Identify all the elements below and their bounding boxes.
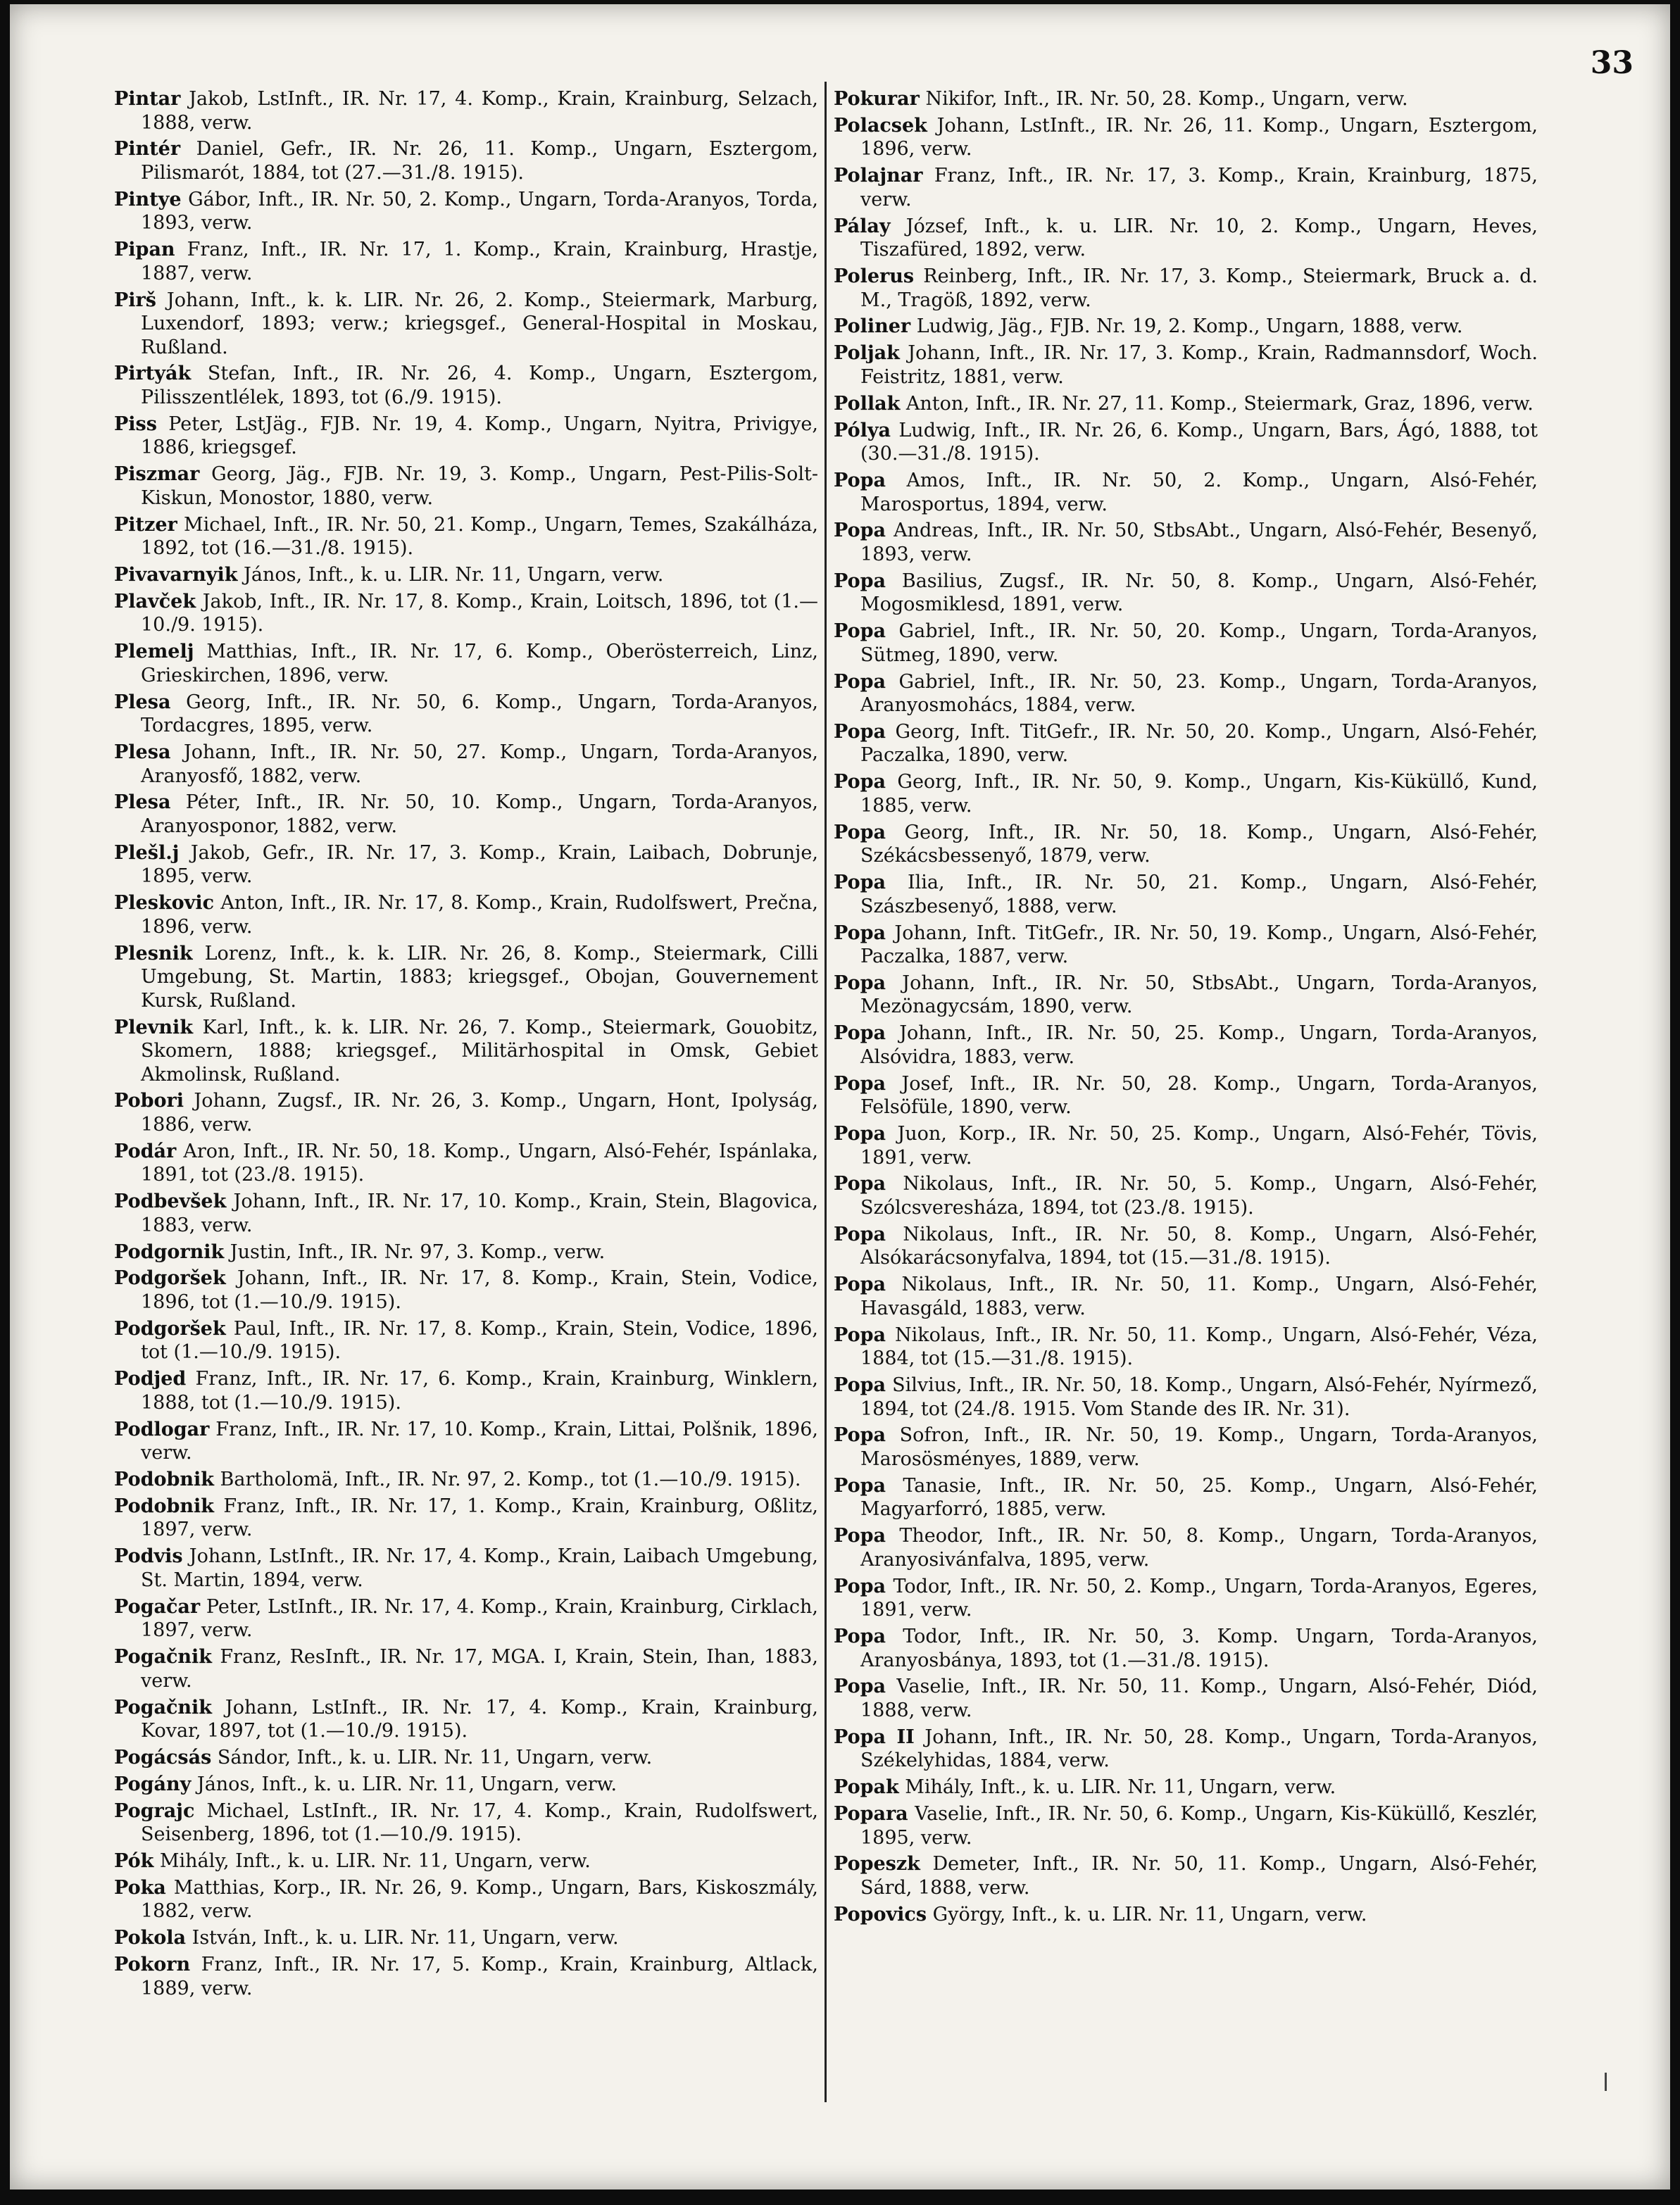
entry-details: Bartholomä, Inft., IR. Nr. 97, 2. Komp., tot (1.—10./9. 1915). <box>220 1469 801 1491</box>
entry-surname: Plavček <box>114 590 196 612</box>
list-entry <box>834 1273 1538 1320</box>
entry-surname: Popa <box>834 922 886 944</box>
entry-details: Gábor, Inft., IR. Nr. 50, 2. Komp., Ungarn, Torda-Aranyos, Torda, 1893, verw. <box>141 188 818 234</box>
entry-surname: Pirtyák <box>114 363 192 385</box>
entry-details: Tanasie, Inft., IR. Nr. 50, 25. Komp., Ungarn, Alsó-Fehér, Magyarforró, 1885, verw. <box>860 1474 1538 1521</box>
entry-surname: Popa <box>834 670 886 693</box>
list-entry <box>114 1267 818 1314</box>
list-entry <box>834 469 1538 516</box>
entry-surname: Plesa <box>114 741 171 764</box>
entry-surname: Popa <box>834 972 886 994</box>
entry-surname: Podlogar <box>114 1418 210 1440</box>
list-entry <box>834 392 1538 416</box>
list-entry <box>114 640 818 687</box>
entry-details: Johann, LstInft., IR. Nr. 26, 11. Komp., Ungarn, Esztergom, 1896, verw. <box>860 114 1538 161</box>
list-entry <box>114 463 818 510</box>
list-entry <box>114 1240 818 1264</box>
entry-surname: Popara <box>834 1803 908 1826</box>
list-entry <box>834 720 1538 767</box>
list-entry <box>834 1726 1538 1773</box>
entry-details: Johann, Inft., IR. Nr. 17, 3. Komp., Krain, Radmannsdorf, Woch. Feistritz, 1881, verw. <box>860 342 1538 388</box>
list-entry <box>834 519 1538 566</box>
entry-details: Gabriel, Inft., IR. Nr. 50, 23. Komp., Ungarn, Torda-Aranyos, Aranyosmohács, 1884, verw. <box>860 670 1538 717</box>
entry-details: Matthias, Korp., IR. Nr. 26, 9. Komp., Ungarn, Bars, Kiskoszmály, 1882, verw. <box>141 1876 818 1923</box>
entry-details: Josef, Inft., IR. Nr. 50, 28. Komp., Ungarn, Torda-Aranyos, Felsöfüle, 1890, verw. <box>860 1072 1538 1119</box>
entry-details: Nikolaus, Inft., IR. Nr. 50, 11. Komp., Ungarn, Alsó-Fehér, Véza, 1884, tot (15.—31./8. 1915). <box>860 1324 1538 1370</box>
entry-details: Johann, Inft., IR. Nr. 17, 8. Komp., Krain, Stein, Vodice, 1896, tot (1.—10./9. 1915). <box>141 1267 818 1313</box>
entry-details: Todor, Inft., IR. Nr. 50, 3. Komp. Ungarn, Torda-Aranyos, Aranyosbánya, 1893, tot (1.—31./8. 1915). <box>860 1626 1538 1671</box>
list-entry <box>834 1776 1538 1799</box>
entry-surname: Popa <box>834 620 886 643</box>
entry-details: Peter, LstInft., IR. Nr. 17, 4. Komp., Krain, Krainburg, Cirklach, 1897, verw. <box>141 1595 818 1642</box>
entry-details: Franz, ResInft., IR. Nr. 17, MGA. I, Krain, Stein, Ihan, 1883, verw. <box>141 1646 818 1692</box>
list-entry <box>114 137 818 184</box>
entry-surname: Popa <box>834 470 886 492</box>
entry-details: Todor, Inft., IR. Nr. 50, 2. Komp., Ungarn, Torda-Aranyos, Egeres, 1891, verw. <box>860 1575 1538 1621</box>
list-entry <box>114 563 818 587</box>
list-entry <box>834 164 1538 211</box>
list-entry <box>834 770 1538 817</box>
entry-details: Aron, Inft., IR. Nr. 50, 18. Komp., Ungarn, Alsó-Fehér, Ispánlaka, 1891, tot (23./8. 1915). <box>141 1140 818 1186</box>
entry-surname: Pogány <box>114 1773 192 1795</box>
entry-surname: Popa <box>834 1274 886 1296</box>
list-entry <box>114 1468 818 1492</box>
entry-details: Vaselie, Inft., IR. Nr. 50, 11. Komp., Ungarn, Alsó-Fehér, Diód, 1888, verw. <box>860 1676 1538 1721</box>
list-entry <box>834 620 1538 667</box>
entry-details: Gabriel, Inft., IR. Nr. 50, 20. Komp., Ungarn, Torda-Aranyos, Sütmeg, 1890, verw. <box>860 620 1538 666</box>
column-divider <box>825 82 827 2102</box>
entry-surname: Popa <box>834 1525 886 1547</box>
list-entry <box>834 570 1538 617</box>
list-entry <box>114 1545 818 1592</box>
list-entry <box>834 871 1538 918</box>
entry-surname: Poliner <box>834 315 911 338</box>
list-entry <box>834 972 1538 1019</box>
list-entry <box>114 1849 818 1873</box>
entry-surname: Popa <box>834 720 886 743</box>
entry-details: Franz, Inft., IR. Nr. 17, 1. Komp., Krain, Krainburg, Oßlitz, 1897, verw. <box>141 1495 818 1541</box>
entry-details: Georg, Inft., IR. Nr. 50, 6. Komp., Ungarn, Torda-Aranyos, Tordacgres, 1895, verw. <box>141 691 819 737</box>
entry-surname: Pogačnik <box>114 1696 212 1719</box>
list-entry <box>834 1903 1538 1927</box>
document-page <box>10 4 1670 2190</box>
list-entry <box>114 1016 818 1087</box>
entry-surname: Pograjc <box>114 1799 195 1822</box>
entry-details: Sofron, Inft., IR. Nr. 50, 19. Komp., Ungarn, Torda-Aranyos, Marosösményes, 1889, verw. <box>860 1424 1538 1470</box>
entry-details: Stefan, Inft., IR. Nr. 26, 4. Komp., Ungarn, Esztergom, Pilisszentlélek, 1893, tot (6./9. 1915). <box>141 363 818 408</box>
entry-details: József, Inft., k. u. LIR. Nr. 10, 2. Komp., Ungarn, Heves, Tiszafüred, 1892, verw. <box>860 215 1538 261</box>
entry-details: Andreas, Inft., IR. Nr. 50, StbsAbt., Ungarn, Alsó-Fehér, Besenyő, 1893, verw. <box>860 520 1538 565</box>
entry-details: Franz, Inft., IR. Nr. 17, 5. Komp., Krain, Krainburg, Altlack, 1889, verw. <box>141 1954 818 1999</box>
entry-surname: Popa <box>834 1424 886 1447</box>
right-column <box>834 87 1538 1930</box>
entry-surname: Popa <box>834 1123 886 1145</box>
entry-details: Silvius, Inft., IR. Nr. 50, 18. Komp., Ungarn, Alsó-Fehér, Nyírmező, 1894, tot (24./8. 1915. Vom Stande des IR. Nr. 31). <box>860 1374 1538 1420</box>
list-entry <box>114 1876 818 1923</box>
entry-details: Franz, Inft., IR. Nr. 17, 6. Komp., Krain, Krainburg, Winklern, 1888, tot (1.—10./9. 1915). <box>141 1368 818 1414</box>
entry-details: Georg, Inft., IR. Nr. 50, 18. Komp., Ungarn, Alsó-Fehér, Székácsbessenyő, 1879, verw. <box>860 821 1538 867</box>
entry-surname: Popa <box>834 1626 886 1647</box>
entry-details: Justin, Inft., IR. Nr. 97, 3. Komp., verw. <box>230 1240 606 1263</box>
entry-details: István, Inft., k. u. LIR. Nr. 11, Ungarn, verw. <box>192 1927 619 1949</box>
list-entry <box>114 1140 818 1187</box>
list-entry <box>114 1773 818 1797</box>
list-entry <box>114 1645 818 1692</box>
entry-surname: Plesnik <box>114 942 193 965</box>
entry-details: János, Inft., k. u. LIR. Nr. 11, Ungarn, verw. <box>244 564 664 586</box>
entry-surname: Plevnik <box>114 1016 194 1038</box>
entry-details: Anton, Inft., IR. Nr. 17, 8. Komp., Krain, Rudolfswert, Prečna, 1896, verw. <box>141 892 818 938</box>
entry-surname: Popa <box>834 872 886 894</box>
entry-surname: Pokorn <box>114 1954 191 1976</box>
entry-surname: Poka <box>114 1876 166 1899</box>
entry-surname: Popovics <box>834 1903 927 1926</box>
entry-details: Johann, Inft., IR. Nr. 17, 10. Komp., Krain, Stein, Blagovica, 1883, verw. <box>141 1191 818 1236</box>
list-entry <box>834 1625 1538 1672</box>
entry-details: György, Inft., k. u. LIR. Nr. 11, Ungarn, verw. <box>932 1903 1367 1926</box>
entry-surname: Poljak <box>834 342 900 365</box>
entry-surname: Podobnik <box>114 1495 214 1517</box>
entry-surname: Pogácsás <box>114 1746 212 1769</box>
list-entry <box>114 1926 818 1950</box>
entry-details: Johann, Inft., IR. Nr. 50, 28. Komp., Ungarn, Torda-Aranyos, Székelyhidas, 1884, verw. <box>860 1726 1538 1772</box>
entry-surname: Polacsek <box>834 114 927 137</box>
list-entry <box>114 741 818 788</box>
list-entry <box>114 1495 818 1542</box>
entry-surname: Popa <box>834 771 886 793</box>
entry-surname: Popa <box>834 1173 886 1195</box>
entry-details: Johann, Zugsf., IR. Nr. 26, 3. Komp., Ungarn, Hont, Ipolyság, 1886, verw. <box>141 1090 818 1136</box>
list-entry <box>114 188 818 235</box>
list-entry <box>834 419 1538 466</box>
entry-surname: Polajnar <box>834 165 923 187</box>
list-entry <box>834 87 1538 111</box>
entry-surname: Popa II <box>834 1726 915 1748</box>
entry-details: Franz, Inft., IR. Nr. 17, 3. Komp., Krain, Krainburg, 1875, verw. <box>860 165 1538 211</box>
entry-details: Demeter, Inft., IR. Nr. 50, 11. Komp., Ungarn, Alsó-Fehér, Sárd, 1888, verw. <box>860 1853 1538 1899</box>
entry-details: Johann, Inft., IR. Nr. 50, 25. Komp., Ungarn, Torda-Aranyos, Alsóvidra, 1883, verw. <box>860 1022 1538 1068</box>
entry-details: Ilia, Inft., IR. Nr. 50, 21. Komp., Ungarn, Alsó-Fehér, Szászbesenyő, 1888, verw. <box>860 872 1538 917</box>
entry-surname: Pintér <box>114 138 181 161</box>
list-entry <box>114 1418 818 1465</box>
list-entry <box>114 413 818 460</box>
list-entry <box>114 1595 818 1642</box>
entry-surname: Pollak <box>834 392 901 415</box>
entry-surname: Pipan <box>114 239 175 261</box>
list-entry <box>114 1953 818 2000</box>
entry-surname: Pleskovic <box>114 892 215 915</box>
list-entry <box>114 841 818 888</box>
entry-details: Michael, LstInft., IR. Nr. 17, 4. Komp., Krain, Rudolfswert, Seisenberg, 1896, tot (1.—10./9. 1915). <box>141 1799 818 1846</box>
list-entry <box>834 1172 1538 1219</box>
list-entry <box>834 1852 1538 1899</box>
entry-details: Juon, Korp., IR. Nr. 50, 25. Komp., Ungarn, Alsó-Fehér, Tövis, 1891, verw. <box>860 1123 1538 1169</box>
entry-details: Nikolaus, Inft., IR. Nr. 50, 5. Komp., Ungarn, Alsó-Fehér, Szólcsveresháza, 1894, tot (23./8. 1915). <box>860 1173 1538 1219</box>
entry-surname: Popa <box>834 821 886 843</box>
entry-surname: Pobori <box>114 1090 184 1112</box>
list-entry <box>834 114 1538 161</box>
entry-details: Georg, Inft. TitGefr., IR. Nr. 50, 20. Komp., Ungarn, Alsó-Fehér, Paczalka, 1890, verw. <box>860 720 1538 767</box>
list-entry <box>834 1223 1538 1270</box>
list-entry <box>834 922 1538 969</box>
entry-details: Johann, LstInft., IR. Nr. 17, 4. Komp., Krain, Krainburg, Kovar, 1897, tot (1.—10./9. 1915). <box>141 1696 819 1742</box>
list-entry <box>114 691 818 738</box>
list-entry <box>834 1424 1538 1471</box>
entry-surname: Podár <box>114 1140 177 1162</box>
entry-surname: Pólya <box>834 419 891 441</box>
entry-surname: Pintye <box>114 188 182 211</box>
entry-details: Theodor, Inft., IR. Nr. 50, 8. Komp., Ungarn, Torda-Aranyos, Aranyosivánfalva, 1895, verw. <box>860 1525 1538 1571</box>
entry-details: Peter, LstJäg., FJB. Nr. 19, 4. Komp., Ungarn, Nyitra, Privigye, 1886, kriegsgef. <box>141 413 818 459</box>
entry-details: János, Inft., k. u. LIR. Nr. 11, Ungarn, verw. <box>196 1773 618 1795</box>
entry-surname: Popa <box>834 1474 886 1497</box>
entry-details: Nikifor, Inft., IR. Nr. 50, 28. Komp., Ungarn, verw. <box>925 88 1408 110</box>
entry-surname: Podgornik <box>114 1240 225 1263</box>
entry-details: Mihály, Inft., k. u. LIR. Nr. 11, Ungarn, verw. <box>905 1776 1336 1799</box>
list-entry <box>834 670 1538 717</box>
entry-details: Nikolaus, Inft., IR. Nr. 50, 8. Komp., Ungarn, Alsó-Fehér, Alsókarácsonyfalva, 1894, tot (15.—31./8. 1915). <box>860 1223 1538 1269</box>
entry-surname: Popa <box>834 1223 886 1245</box>
entry-details: Georg, Inft., IR. Nr. 50, 9. Komp., Ungarn, Kis-Küküllő, Kund, 1885, verw. <box>860 771 1538 817</box>
list-entry <box>114 891 818 938</box>
entry-surname: Popeszk <box>834 1853 920 1876</box>
entry-details: Jakob, LstInft., IR. Nr. 17, 4. Komp., Krain, Krainburg, Selzach, 1888, verw. <box>141 88 818 134</box>
entry-details: Michael, Inft., IR. Nr. 50, 21. Komp., Ungarn, Temes, Szakálháza, 1892, tot (16.—31./8. 1915). <box>141 513 818 560</box>
entry-surname: Pitzer <box>114 513 177 536</box>
list-entry <box>114 942 818 1013</box>
entry-details: Basilius, Zugsf., IR. Nr. 50, 8. Komp., Ungarn, Alsó-Fehér, Mogosmiklesd, 1891, verw. <box>860 570 1538 616</box>
entry-surname: Podgoršek <box>114 1317 226 1340</box>
entry-surname: Pintar <box>114 88 181 110</box>
left-column <box>114 87 818 2004</box>
entry-surname: Pokola <box>114 1927 187 1949</box>
list-entry <box>114 289 818 360</box>
entry-details: Franz, Inft., IR. Nr. 17, 10. Komp., Krain, Littai, Polšnik, 1896, verw. <box>141 1418 818 1464</box>
margin-mark <box>1605 2073 1607 2091</box>
entry-details: Amos, Inft., IR. Nr. 50, 2. Komp., Ungarn, Alsó-Fehér, Marosportus, 1894, verw. <box>860 470 1538 515</box>
entry-surname: Podbevšek <box>114 1191 227 1213</box>
entry-details: Johann, LstInft., IR. Nr. 17, 4. Komp., Krain, Laibach Umgebung, St. Martin, 1894, verw. <box>141 1545 818 1591</box>
list-entry <box>114 362 818 409</box>
entry-surname: Pálay <box>834 215 891 237</box>
entry-surname: Plemelj <box>114 641 194 663</box>
entry-surname: Pók <box>114 1850 154 1873</box>
entry-details: Péter, Inft., IR. Nr. 50, 10. Komp., Ungarn, Torda-Aranyos, Aranyosponor, 1882, verw. <box>141 791 818 837</box>
entry-surname: Plešl.j <box>114 841 180 864</box>
list-entry <box>114 1799 818 1847</box>
list-entry <box>114 791 818 838</box>
list-entry <box>834 265 1538 312</box>
list-entry <box>834 1524 1538 1571</box>
entry-surname: Popa <box>834 1324 886 1346</box>
list-entry <box>114 590 818 637</box>
entry-details: Jakob, Inft., IR. Nr. 17, 8. Komp., Krain, Loitsch, 1896, tot (1.—10./9. 1915). <box>141 590 819 636</box>
entry-details: Matthias, Inft., IR. Nr. 17, 6. Komp., Oberösterreich, Linz, Grieskirchen, 1896, verw. <box>141 641 818 686</box>
list-entry <box>834 341 1538 389</box>
entry-details: Johann, Inft., IR. Nr. 50, StbsAbt., Ungarn, Torda-Aranyos, Mezönagycsám, 1890, verw. <box>860 972 1538 1018</box>
entry-surname: Pivavarnyik <box>114 564 238 586</box>
list-entry <box>834 1072 1538 1119</box>
list-entry <box>114 1367 818 1414</box>
entry-details: Franz, Inft., IR. Nr. 17, 1. Komp., Krain, Krainburg, Hrastje, 1887, verw. <box>141 239 818 284</box>
list-entry <box>834 1802 1538 1849</box>
entry-details: Anton, Inft., IR. Nr. 27, 11. Komp., Steiermark, Graz, 1896, verw. <box>905 392 1534 415</box>
list-entry <box>114 513 818 560</box>
entry-details: Paul, Inft., IR. Nr. 17, 8. Komp., Krain, Stein, Vodice, 1896, tot (1.—10./9. 1915). <box>141 1317 818 1364</box>
entry-surname: Popa <box>834 1374 886 1397</box>
entry-surname: Plesa <box>114 691 171 713</box>
page-number: 33 <box>1590 45 1634 81</box>
list-entry <box>834 315 1538 339</box>
entry-surname: Popa <box>834 1072 886 1095</box>
list-entry <box>834 215 1538 262</box>
entry-surname: Plesa <box>114 791 171 814</box>
entry-surname: Popa <box>834 1022 886 1045</box>
entry-surname: Pokurar <box>834 88 920 110</box>
list-entry <box>834 1474 1538 1521</box>
list-entry <box>834 1575 1538 1622</box>
entry-details: Georg, Jäg., FJB. Nr. 19, 3. Komp., Ungarn, Pest-Pilis-Solt-Kiskun, Monostor, 1880, verw. <box>141 463 818 509</box>
list-entry <box>114 1696 818 1743</box>
list-entry <box>834 1374 1538 1421</box>
list-entry <box>834 1675 1538 1722</box>
entry-surname: Podgoršek <box>114 1267 226 1290</box>
entry-details: Johann, Inft., k. k. LIR. Nr. 26, 2. Komp., Steiermark, Marburg, Luxendorf, 1893; verw.; kriegsgef., General-Hospital in Moskau, Rußland. <box>141 289 818 358</box>
entry-details: Daniel, Gefr., IR. Nr. 26, 11. Komp., Ungarn, Esztergom, Pilismarót, 1884, tot (27.—31./8. 1915). <box>141 138 818 184</box>
entry-surname: Piszmar <box>114 463 200 486</box>
entry-surname: Popa <box>834 1676 886 1698</box>
entry-details: Jakob, Gefr., IR. Nr. 17, 3. Komp., Krain, Laibach, Dobrunje, 1895, verw. <box>141 841 818 888</box>
entry-surname: Piss <box>114 413 157 435</box>
entry-details: Ludwig, Jäg., FJB. Nr. 19, 2. Komp., Ungarn, 1888, verw. <box>916 315 1463 338</box>
entry-details: Johann, Inft., IR. Nr. 50, 27. Komp., Ungarn, Torda-Aranyos, Aranyosfő, 1882, verw. <box>141 741 818 787</box>
entry-details: Nikolaus, Inft., IR. Nr. 50, 11. Komp., Ungarn, Alsó-Fehér, Havasgáld, 1883, verw. <box>860 1274 1538 1319</box>
entry-surname: Podjed <box>114 1368 187 1390</box>
entry-details: Sándor, Inft., k. u. LIR. Nr. 11, Ungarn, verw. <box>217 1746 653 1769</box>
list-entry <box>834 1022 1538 1069</box>
list-entry <box>114 1190 818 1237</box>
entry-surname: Pirš <box>114 289 156 311</box>
list-entry <box>114 1746 818 1770</box>
list-entry <box>114 87 818 134</box>
list-entry <box>834 1324 1538 1371</box>
list-entry <box>834 821 1538 868</box>
entry-surname: Popa <box>834 520 886 542</box>
entry-surname: Polerus <box>834 265 915 288</box>
entry-details: Ludwig, Inft., IR. Nr. 26, 6. Komp., Ungarn, Bars, Ágó, 1888, tot (30.—31./8. 1915). <box>860 419 1538 465</box>
entry-details: Mihály, Inft., k. u. LIR. Nr. 11, Ungarn, verw. <box>159 1850 591 1873</box>
entry-details: Karl, Inft., k. k. LIR. Nr. 26, 7. Komp., Steiermark, Gouobitz, Skomern, 1888; kriegsgef., Militärhospital in Omsk, Gebiet Akmolinsk, Rußland. <box>141 1016 818 1086</box>
entry-surname: Podvis <box>114 1545 183 1568</box>
entry-details: Reinberg, Inft., IR. Nr. 17, 3. Komp., Steiermark, Bruck a. d. M., Tragöß, 1892, verw. <box>860 265 1538 311</box>
entry-details: Vaselie, Inft., IR. Nr. 50, 6. Komp., Ungarn, Kis-Küküllő, Keszlér, 1895, verw. <box>860 1803 1538 1849</box>
entry-surname: Popak <box>834 1776 899 1799</box>
entry-surname: Pogačnik <box>114 1646 212 1669</box>
entry-details: Lorenz, Inft., k. k. LIR. Nr. 26, 8. Komp., Steiermark, Cilli Umgebung, St. Martin, 1883; kriegsgef., Obojan, Gouvernement Kursk, Rußland. <box>141 942 818 1012</box>
entry-surname: Podobnik <box>114 1469 214 1491</box>
list-entry <box>114 238 818 285</box>
entry-surname: Popa <box>834 1575 886 1597</box>
list-entry <box>114 1089 818 1136</box>
entry-surname: Pogačar <box>114 1595 201 1618</box>
list-entry <box>834 1122 1538 1169</box>
entry-surname: Popa <box>834 570 886 592</box>
entry-details: Johann, Inft. TitGefr., IR. Nr. 50, 19. Komp., Ungarn, Alsó-Fehér, Paczalka, 1887, verw. <box>860 922 1538 968</box>
list-entry <box>114 1317 818 1364</box>
